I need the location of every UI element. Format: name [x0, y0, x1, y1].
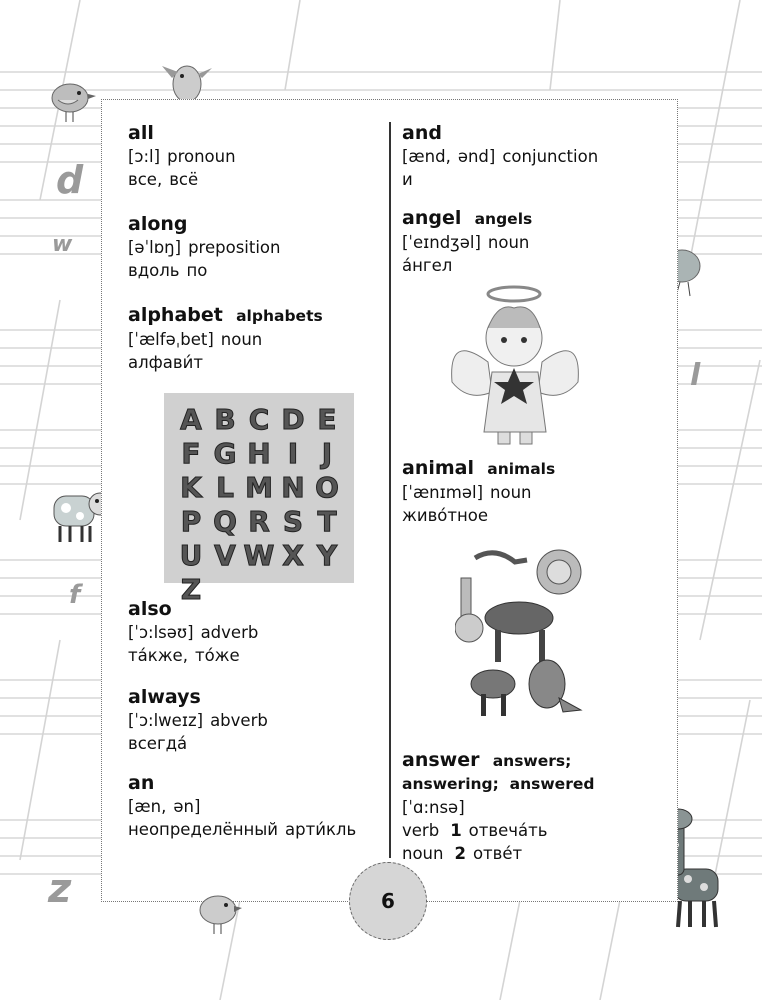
translation-line — [402, 168, 605, 191]
entry-angel — [402, 207, 536, 277]
alphabet-letter: O — [315, 471, 339, 504]
transcription-line — [128, 621, 265, 644]
headword: and — [402, 122, 442, 144]
transcription: [əˈlɒŋ] — [128, 238, 182, 257]
translation: всегда́ — [128, 734, 188, 753]
animals-illustration — [455, 538, 585, 724]
sense-1-line — [402, 819, 594, 842]
translation: отве́т — [472, 844, 523, 863]
sense-number: 2 — [454, 844, 466, 863]
translation: а́нгел — [402, 256, 453, 275]
headword: angel — [402, 207, 462, 229]
translation-line — [128, 818, 363, 841]
entry-an — [128, 772, 363, 841]
alphabet-letter: P — [180, 505, 202, 538]
bird-icon — [46, 78, 96, 126]
alphabet-letter: C — [248, 403, 270, 436]
alphabet-letter: G — [213, 437, 237, 470]
transcription: [æn, — [128, 797, 167, 816]
alphabet-letter: U — [179, 539, 203, 572]
transcription-line — [128, 795, 363, 818]
headword: animal — [402, 457, 474, 479]
transcription: [ˈɔ:lweɪz] — [128, 711, 204, 730]
word-forms: angels — [474, 210, 533, 228]
transcription: [ˈænɪməl] — [402, 483, 484, 502]
part-of-speech: conjunction — [502, 147, 599, 166]
part-of-speech: noun — [402, 844, 444, 863]
translation-line — [128, 644, 265, 667]
alphabet-letter: Y — [316, 539, 338, 572]
translation-line — [128, 168, 243, 191]
alphabet-letter: L — [216, 471, 234, 504]
headword: always — [128, 686, 201, 708]
alphabet-letter: J — [321, 437, 333, 470]
transcription-line — [128, 236, 287, 259]
translation: вдоль — [128, 261, 180, 280]
word-forms-line — [402, 773, 594, 796]
sense-2-line — [402, 842, 594, 865]
bird-icon — [194, 890, 242, 936]
transcription: [ˈɔ:lsəʊ] — [128, 623, 194, 642]
alphabet-letter: N — [281, 471, 305, 504]
headword: along — [128, 213, 188, 235]
sense-number: 1 — [450, 821, 462, 840]
headword: answer — [402, 749, 480, 771]
word-forms: animals — [487, 460, 556, 478]
transcription-line — [128, 145, 243, 168]
translation: неопределённый — [128, 820, 279, 839]
entry-alphabet — [128, 304, 323, 374]
translation: алфави́т — [128, 353, 203, 372]
translation: то́же — [194, 646, 240, 665]
transcription: [ɔ:l] — [128, 147, 161, 166]
transcription: [ˈeɪndʒəl] — [402, 233, 481, 252]
translation-line — [128, 259, 287, 282]
alphabet-letter: E — [317, 403, 337, 436]
headword: also — [128, 598, 172, 620]
headword-line — [128, 304, 323, 328]
headword: an — [128, 772, 155, 794]
alphabet-letter: R — [248, 505, 270, 538]
part-of-speech: pronoun — [167, 147, 236, 166]
entry-also — [128, 598, 265, 667]
translation: живо́тное — [402, 506, 489, 525]
entry-always — [128, 686, 275, 755]
alphabet-letter: I — [287, 437, 299, 470]
transcription: [ænd, — [402, 147, 451, 166]
headword-line — [402, 457, 555, 481]
alphabet-letter: M — [245, 471, 273, 504]
translation: отвеча́ть — [468, 821, 548, 840]
transcription: [ˈɑ:nsə] — [402, 798, 465, 817]
transcription-line — [402, 231, 536, 254]
alphabet-letter: Z — [180, 573, 202, 606]
translation-line — [402, 254, 536, 277]
transcription-line — [128, 709, 275, 732]
transcription-alt: ənd] — [457, 147, 496, 166]
part-of-speech: noun — [220, 330, 263, 349]
letter-l-decoration: l — [690, 358, 701, 393]
letter-f-decoration: f — [69, 580, 81, 610]
alphabet-letter: K — [180, 471, 202, 504]
entry-answer — [402, 749, 594, 865]
alphabet-letter: T — [317, 505, 337, 538]
word-form: answered — [509, 775, 595, 793]
transcription-line — [128, 328, 323, 351]
translation: и — [402, 170, 413, 189]
word-form: answering; — [402, 775, 499, 793]
word-forms: alphabets — [236, 307, 323, 325]
alphabet-letter: A — [180, 403, 202, 436]
transcription-line — [402, 796, 594, 819]
translation-line — [128, 732, 275, 755]
part-of-speech: preposition — [188, 238, 281, 257]
alphabet-letter: S — [282, 505, 304, 538]
entry-along — [128, 213, 287, 282]
entry-animal — [402, 457, 555, 527]
column-divider — [389, 122, 391, 858]
translation-line — [402, 504, 555, 527]
page-number: 6 — [349, 862, 427, 940]
alphabet-letter: W — [243, 539, 275, 572]
alphabet-letter: Q — [213, 505, 237, 538]
headword: alphabet — [128, 304, 223, 326]
transcription-alt: ən] — [173, 797, 201, 816]
alphabet-letter: V — [214, 539, 236, 572]
transcription: [ˈælfəˌbet] — [128, 330, 214, 349]
translation: арти́кль — [285, 820, 357, 839]
headword: all — [128, 122, 154, 144]
letter-z-decoration: z — [48, 866, 72, 912]
letter-w-decoration: w — [52, 232, 73, 257]
translation: та́кже, — [128, 646, 188, 665]
headword-line — [402, 207, 536, 231]
part-of-speech: noun — [487, 233, 530, 252]
entry-and — [402, 122, 605, 191]
part-of-speech: verb — [402, 821, 440, 840]
transcription-line — [402, 481, 555, 504]
part-of-speech: adverb — [200, 623, 259, 642]
alphabet-illustration — [164, 393, 354, 606]
translation: по — [186, 261, 208, 280]
alphabet-letter: B — [214, 403, 236, 436]
alphabet-letter: D — [281, 403, 305, 436]
letter-d-decoration: d — [56, 158, 84, 202]
entry-all — [128, 122, 243, 191]
alphabet-grid — [174, 405, 344, 605]
transcription-line — [402, 145, 605, 168]
angel-illustration — [448, 282, 582, 448]
translation: все, — [128, 170, 163, 189]
translation: всё — [169, 170, 199, 189]
translation-line — [128, 351, 323, 374]
alphabet-letter: X — [282, 539, 304, 572]
word-forms: answers; — [492, 752, 572, 770]
alphabet-letter: H — [247, 437, 271, 470]
alphabet-letter: F — [181, 437, 201, 470]
part-of-speech: noun — [490, 483, 532, 502]
part-of-speech: abverb — [210, 711, 268, 730]
headword-line — [402, 749, 594, 773]
